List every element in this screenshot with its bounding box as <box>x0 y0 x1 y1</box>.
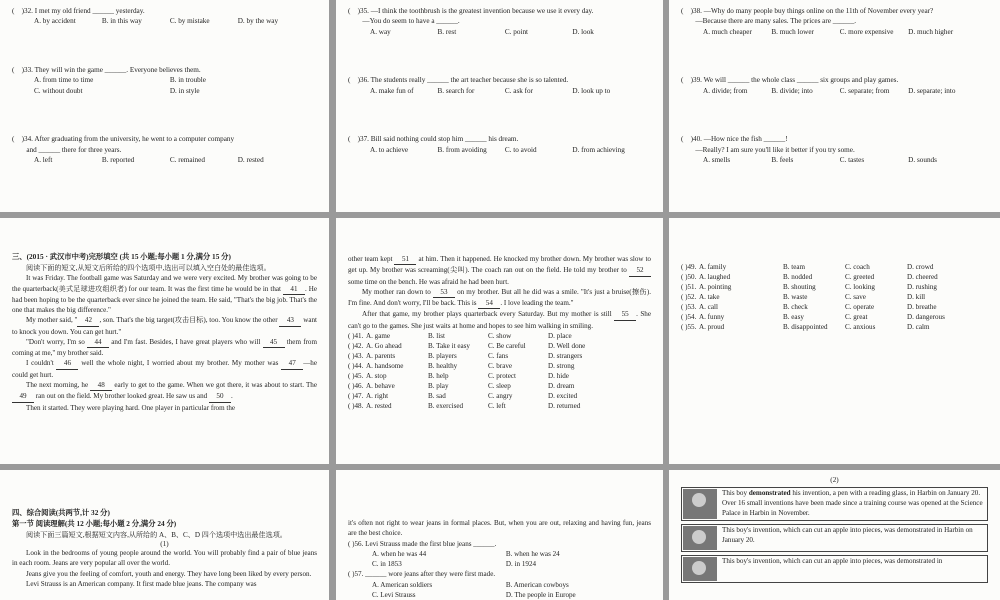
answer-option: B. players <box>428 352 457 361</box>
option-row <box>348 371 651 381</box>
passage-paragraph: Then it started. They were playing hard. One player in particular from the <box>26 403 236 412</box>
passage-number: (1) <box>160 540 169 549</box>
option-row <box>348 361 651 371</box>
option-row <box>681 322 988 332</box>
answer-option: C. point <box>504 27 529 36</box>
answer-option: B. rest <box>437 27 457 36</box>
answer-option: D. cheered <box>907 273 938 282</box>
blank-55: 55 <box>614 309 636 320</box>
answer-option: B. disappointed <box>783 323 828 332</box>
answer-option: C. coach <box>845 263 870 271</box>
answer-option: A. by accident <box>34 17 76 26</box>
answer-option: B. sad <box>428 392 446 401</box>
answer-option: A. smells <box>703 156 731 165</box>
answer-option: C. show <box>488 331 512 340</box>
answer-option: B. from avoiding <box>437 145 487 154</box>
answer-option: A. behave <box>366 382 395 391</box>
answer-option: D. dangerous <box>907 313 945 322</box>
section-heading: 四、综合阅读(共两节,计 32 分) <box>12 508 110 517</box>
options-table <box>681 262 988 332</box>
blank-43: 43 <box>279 315 301 326</box>
answer-option: B. help <box>428 372 449 381</box>
question-number: ( )47. <box>348 392 364 401</box>
option-row <box>348 331 651 341</box>
answer-option: C. greeted <box>845 273 875 282</box>
answer-option: D. place <box>548 331 572 340</box>
question-number: ( )43. <box>348 352 364 361</box>
passage-paragraph: After that game, my brother plays quarterback every Saturday. But my mother is still 55 . She can't go to the games. She just waits at home and hopes to see him walking in smiling. <box>348 310 652 330</box>
answer-option: C. looking <box>845 283 875 292</box>
answer-option: C. save <box>845 293 866 302</box>
options-table <box>348 331 651 412</box>
answer-option: D. breathe <box>907 303 937 312</box>
answer-option: A. stop <box>366 372 387 381</box>
answer-option: D. crowd <box>907 263 934 271</box>
passage-paragraph: Look in the bedrooms of young people around the world. You will probably find a pair of blue jeans in each room. Jeans are very popular all over the world. <box>12 549 317 568</box>
invention-box: This boy's invention, which can cut an apple into pieces, was demonstrated in <box>681 555 988 583</box>
passage-paragraph: My mother ran down to 53 on my brother. But all he did was a smile. "It's just a bruise(擦伤). I'm fine. And don't worry, I'll be back. This is 54 . I love leading the team." <box>348 287 651 310</box>
question-57: ( )57. ______ wore jeans after they were first made. A. American soldiers B. American cowboys C. Levi Strauss D. The people in Europe <box>348 570 576 599</box>
answer-option: B. team <box>783 263 806 271</box>
subsection-heading: 第一节 阅读理解(共 12 小题;每小题 2 分,满分 24 分) <box>12 518 177 528</box>
blank-52: 52 <box>629 265 651 276</box>
photo-icon <box>683 526 717 550</box>
question-item <box>348 75 651 96</box>
answer-option: D. rushing <box>907 283 937 292</box>
answer-option: A. from time to time <box>34 76 94 85</box>
blank-46: 46 <box>56 358 78 369</box>
question-item <box>12 65 317 96</box>
option-row <box>348 381 651 391</box>
answer-option: C. tastes <box>839 156 865 165</box>
question-number: ( )49. <box>681 263 697 271</box>
answer-option: D. look <box>572 27 594 36</box>
answer-option: D. dream <box>548 382 575 391</box>
question-item <box>681 6 988 37</box>
answer-option: C. Be careful <box>488 342 526 351</box>
passage-paragraph: other team kept 51 at him. Then it happened. He knocked my brother down. My brother was slow to get up. My brother was screaming(尖叫). The coach ran out on the field. He told my brother to 52 some time on the bench. He was afraid he had been hurt. <box>348 255 651 286</box>
answer-option: C. remained <box>169 156 205 165</box>
question-number: ( )44. <box>348 362 364 371</box>
answer-option: C. without doubt <box>34 86 83 95</box>
answer-option: A. much cheaper <box>703 27 752 36</box>
answer-option: C. ask for <box>504 86 534 95</box>
answer-option: B. exercised <box>428 402 464 411</box>
answer-option: A. left <box>34 156 53 165</box>
invention-box: This boy's invention, which can cut an apple into pieces, was demonstrated in Harbin on January 20. <box>681 524 988 552</box>
answer-option: C. fans <box>488 352 509 361</box>
page-panel-questions-32-34 <box>0 0 329 212</box>
blank-42: 42 <box>77 315 99 326</box>
passage-paragraph: Jeans give you the feeling of comfort, youth and energy. They have long been liked by every person. <box>26 569 312 578</box>
passage-paragraph: It was Friday. The football game was Saturday and we were very excited. My brother was going to be the quarterback(美式足球进攻组织者) for our team. It was the first time he would be in that 41 . He had been hoping to be the quarterback ever since he joined the team. He said, "That's the big job. That's the one that makes the big difference." <box>12 274 317 315</box>
question-stem: ( )32. I met my old friend ______ yesterday. <box>12 7 145 15</box>
option-row <box>681 312 988 322</box>
option-row <box>681 262 988 272</box>
answer-option: B. divide; into <box>771 86 813 95</box>
answer-option: B. in this way <box>101 17 142 26</box>
answer-option: C. to avoid <box>504 145 537 154</box>
answer-option: C. by mistake <box>169 17 210 26</box>
answer-option: A. funny <box>699 313 725 322</box>
answer-option: A. rested <box>366 402 392 411</box>
answer-option: B. easy <box>783 313 804 322</box>
page-panel-cloze-options <box>669 218 1000 464</box>
answer-option: B. feels <box>771 156 794 165</box>
answer-option: D. look up to <box>572 86 611 95</box>
answer-option: D. from achieving <box>572 145 625 154</box>
answer-option: D. separate; into <box>908 86 956 95</box>
answer-option: D. Well done <box>548 342 586 351</box>
answer-option: C. separate; from <box>839 86 890 95</box>
answer-option: B. much lower <box>771 27 814 36</box>
question-number: ( )54. <box>681 313 697 322</box>
answer-option: B. Take it easy <box>428 342 470 351</box>
answer-option: B. search for <box>437 86 475 95</box>
photo-icon <box>683 489 717 519</box>
question-number: ( )42. <box>348 342 364 351</box>
answer-option: A. take <box>699 293 720 302</box>
blank-54: 54 <box>478 298 500 309</box>
answer-option: A. proud <box>699 323 725 332</box>
page-panel-questions-38-40 <box>669 0 1000 212</box>
question-list <box>681 6 988 166</box>
instructions: 阅读下面三篇短文,根据短文内容,从所给的 A、B、C、D 四个选项中选出最佳选项。 <box>26 530 287 539</box>
answer-option: C. brave <box>488 362 513 371</box>
question-number: ( )50. <box>681 273 697 282</box>
blank-41: 41 <box>283 284 305 295</box>
question-stem: ( )40. —How nice the fish ______! —Really? I am sure you'll like it better if you try some. <box>681 135 855 154</box>
answer-option: B. healthy <box>428 362 458 371</box>
blank-44: 44 <box>87 337 109 348</box>
question-56: ( )56. Levi Strauss made the first blue jeans ______. A. when he was 44 B. when he was 24 C. in 1853 D. in 1924 <box>348 539 560 569</box>
answer-option: A. way <box>370 27 391 36</box>
question-item <box>681 134 988 165</box>
answer-option: D. rested <box>237 156 264 165</box>
question-number: ( )53. <box>681 303 697 312</box>
page-panel-reading-1 <box>0 470 329 600</box>
option-row <box>348 341 651 351</box>
page-panel-reading-2 <box>336 470 663 600</box>
answer-option: A. Go ahead <box>366 342 402 351</box>
blank-53: 53 <box>433 287 455 298</box>
answer-option: B. in trouble <box>169 76 206 85</box>
question-stem: ( )34. After graduating from the university, he went to a computer company and ______ there for three years. <box>12 135 235 154</box>
option-row <box>348 351 651 361</box>
question-stem: ( )36. The students really ______ the art teacher because she is so talented. <box>348 76 569 85</box>
question-number: ( )48. <box>348 402 364 411</box>
answer-option: A. game <box>366 331 391 340</box>
question-stem: ( )33. They will win the game ______. Everyone believes them. <box>12 65 201 74</box>
blank-51: 51 <box>394 254 416 265</box>
page-panel-questions-35-37 <box>336 0 663 212</box>
passage-paragraph: I couldn't 46 well the whole night, I worried about my brother. My mother was 47 —he could get hurt. <box>12 359 317 379</box>
answer-option: D. much higher <box>908 27 954 36</box>
passage-paragraph: My mother said, " 42 , son. That's the big target(攻击目标), too. You know the other 43 want to knock you down. You can get hurt." <box>12 316 317 336</box>
answer-option: C. sleep <box>488 382 511 391</box>
answer-option: A. call <box>699 303 718 312</box>
question-item <box>681 75 988 96</box>
answer-option: A. handsome <box>366 362 404 371</box>
question-number: ( )41. <box>348 331 364 340</box>
answer-option: D. hide <box>548 372 569 381</box>
answer-option: A. pointing <box>699 283 732 292</box>
answer-option: A. right <box>366 392 389 401</box>
answer-option: C. great <box>845 313 868 322</box>
question-item <box>348 134 651 155</box>
blank-50: 50 <box>209 391 231 402</box>
question-item <box>12 134 317 165</box>
question-item <box>348 6 651 37</box>
question-stem: ( )37. Bill said nothing could stop him ______ his dream. <box>348 135 519 144</box>
answer-option: C. protect <box>488 372 516 381</box>
answer-option: B. play <box>428 382 449 391</box>
option-row <box>681 302 988 312</box>
answer-option: B. reported <box>101 156 135 165</box>
blank-49: 49 <box>12 391 34 402</box>
answer-option: C. angry <box>488 392 513 401</box>
option-row <box>681 282 988 292</box>
question-number: ( )52. <box>681 293 697 302</box>
passage-paragraph: Levi Strauss is an American company. It first made blue jeans. The company was <box>26 580 257 588</box>
answer-option: A. family <box>699 263 727 271</box>
blank-47: 47 <box>281 358 303 369</box>
question-item <box>12 6 317 27</box>
option-row <box>681 272 988 282</box>
question-number: ( )55. <box>681 323 697 332</box>
section-heading: 三、(2015 · 武汉市中考)完形填空 (共 15 小题;每小题 1 分,满分 15 分) <box>12 252 231 261</box>
answer-option: C. left <box>488 402 506 411</box>
answer-option: D. by the way <box>237 17 279 26</box>
invention-box: This boy demonstrated his invention, a pen with a reading glass, in Harbin on January 20. Over 16 small inventions have been made since a training course was opened at the Science Palace in Harbin in November. <box>681 487 988 521</box>
answer-option: C. anxious <box>845 323 876 332</box>
question-number: ( )46. <box>348 382 364 391</box>
option-row <box>348 391 651 401</box>
photo-icon <box>683 557 717 581</box>
page-panel-cloze-passage-1 <box>0 218 329 464</box>
answer-option: D. in style <box>169 86 200 95</box>
blank-48: 48 <box>90 380 112 391</box>
answer-option: B. shouting <box>783 283 816 292</box>
blank-45: 45 <box>263 337 285 348</box>
answer-option: B. check <box>783 303 808 312</box>
question-stem: ( )38. —Why do many people buy things online on the 11th of November every year? —Because there are many sales. The prices are ______. <box>681 7 934 26</box>
question-number: ( )51. <box>681 283 697 292</box>
answer-option: D. calm <box>907 323 930 332</box>
answer-option: D. strong <box>548 362 575 371</box>
passage-paragraph: it's often not right to wear jeans in formal places. But, when you are out, relaxing and having fun, jeans are the best choice. <box>348 519 651 538</box>
answer-option: B. waste <box>783 293 808 302</box>
answer-option: C. more expensive <box>839 27 894 36</box>
question-list <box>12 6 317 166</box>
answer-option: D. sounds <box>908 156 937 165</box>
answer-option: D. returned <box>548 402 581 411</box>
answer-option: B. list <box>428 331 445 340</box>
passage-number: (2) <box>830 476 839 484</box>
question-number: ( )45. <box>348 372 364 381</box>
answer-option: A. divide; from <box>703 86 748 95</box>
answer-option: A. parents <box>366 352 396 361</box>
question-list <box>348 6 651 155</box>
passage-paragraph: "Don't worry, I'm so 44 and I'm fast. Besides, I have great players who will 45 them from coming at me," my brother said. <box>12 337 317 358</box>
option-row <box>348 401 651 411</box>
answer-option: D. kill <box>907 293 926 302</box>
answer-option: A. to achieve <box>370 145 409 154</box>
answer-option: A. make fun of <box>370 86 414 95</box>
answer-option: A. laughed <box>699 273 731 282</box>
page-panel-reading-3 <box>669 470 1000 600</box>
question-stem: ( )35. —I think the toothbrush is the greatest invention because we use it every day. —You do seem to have a ______. <box>348 7 594 26</box>
answer-option: D. strangers <box>548 352 583 361</box>
answer-option: C. operate <box>845 303 875 312</box>
question-stem: ( )39. We will ______ the whole class ______ six groups and play games. <box>681 76 899 85</box>
answer-option: B. nodded <box>783 273 813 282</box>
option-row <box>681 292 988 302</box>
passage-paragraph: The next morning, he 48 early to get to the game. When we got there, it was about to start. The 49 ran out on the field. My brother looked great. He saw us and 50 . <box>12 380 317 403</box>
answer-option: D. excited <box>548 392 578 401</box>
instructions: 阅读下面的短文,从短文后所给的四个选项中,选出可以填入空白处的最佳选项。 <box>26 263 271 272</box>
page-panel-cloze-passage-2 <box>336 218 663 464</box>
